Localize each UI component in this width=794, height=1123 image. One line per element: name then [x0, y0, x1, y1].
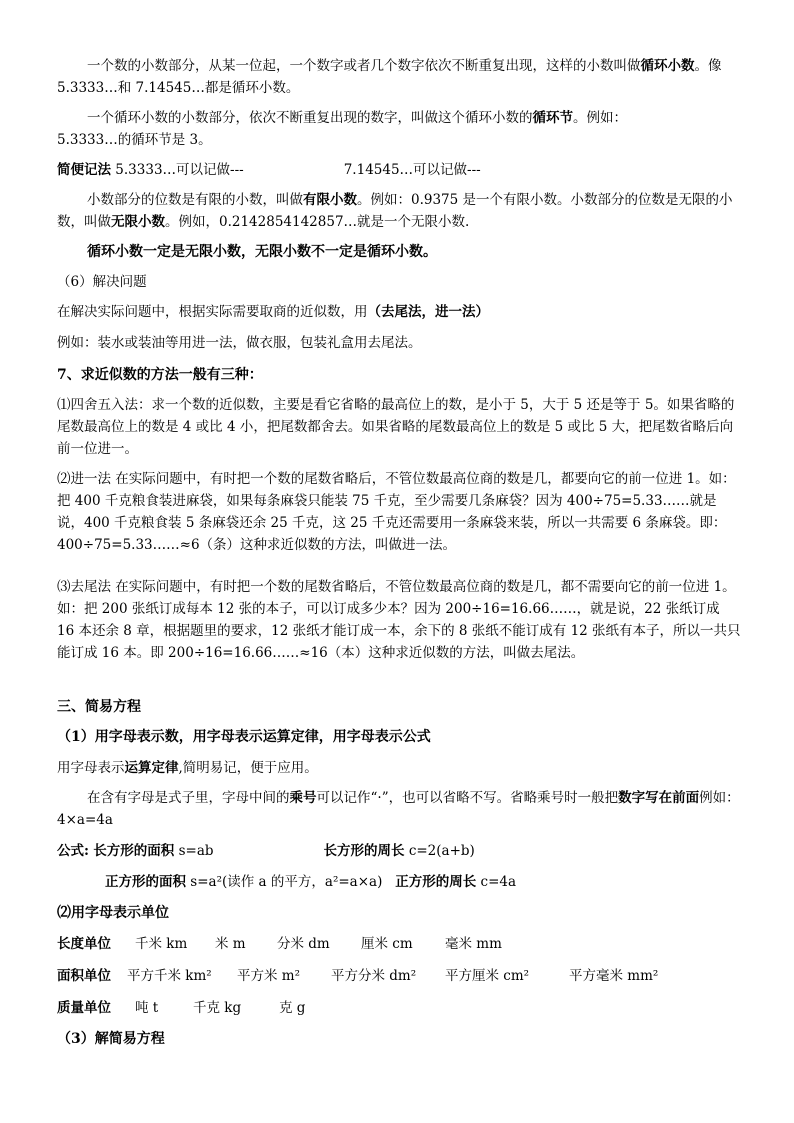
unit-cm: 厘米 cm: [361, 936, 413, 952]
unit-dm: 分米 dm: [277, 936, 330, 952]
shorthand-line: 简便记法 5.3333…可以记做--- 7.14545…可以记做---: [57, 162, 481, 178]
para-finite-infinite: 小数部分的位数是有限的小数，叫做有限小数。例如：0.9375 是一个有限小数。小数部分的位数是无限的小数，叫做无限小数。例如，0.2142854142857…就是一个无限小数.: [57, 192, 733, 230]
units-length-row: 长度单位 千米 km 米 m 分米 dm 厘米 cm 毫米 mm: [57, 933, 741, 955]
section-6-title: （6）解决问题: [57, 274, 147, 290]
section-3-1-title: （1）用字母表示数，用字母表示运算定律，用字母表示公式: [57, 729, 431, 745]
section-3-1-line2: 在含有字母是式子里，字母中间的乘号可以记作“·”，也可以省略不写。省略乘号时一般把数字写在前面例如：4×a=4a: [57, 790, 740, 828]
unit-mm: 毫米 mm: [445, 936, 502, 952]
unit-t: 吨 t: [135, 1000, 159, 1016]
method-round-up: ⑵进一法 在实际问题中，有时把一个数的尾数省略后，不管位数最高位商的数是几，都要向它的前一位进 1。如：把 400 千克粮食装进麻袋，如果每条麻袋只能装 75 千克，至少需要几条麻袋？因为 400÷75=5.33……就是说，400 千克粮食装 5 条麻袋还余 25 千克，这 25 千克还需要用一条麻袋来装，所以一共需要 6 条麻袋。即：400÷75=5.33……≈6（条）这种求近似数的方法，叫做进一法。: [57, 471, 736, 553]
section-6-line2: 例如：装水或装油等用进一法，做衣服，包装礼盒用去尾法。: [57, 335, 422, 351]
para-rule: 循环小数一定是无限小数，无限小数不一定是循环小数。: [87, 244, 437, 260]
unit-cm2: 平方厘米 cm²: [445, 968, 530, 984]
method-truncate: ⑶去尾法 在实际问题中，有时把一个数的尾数省略后，不管位数最高位商的数是几，都不需要向它的前一位进 1。如：把 200 张纸订成每本 12 张的本子，可以订成多少本？因为 200÷16=16.66……，就是说，22 张纸订成 16 本还余 8 章，根据题里的要求，12 张纸才能订成一本，余下的 8 张纸不能订成有 12 张纸有本子，所以一共只能订成 16 本。即 200÷16=16.66……≈16（本）这种求近似数的方法，叫做去尾法。: [57, 579, 741, 661]
section-3-1-line1: 用字母表示运算定律,简明易记，便于应用。: [57, 760, 318, 776]
unit-kg: 千克 kg: [193, 1000, 242, 1016]
method-rounding: ⑴四舍五入法：求一个数的近似数，主要是看它省略的最高位上的数，是小于 5，大于 5 还是等于 5。如果省略的尾数最高位上的数是 4 或比 4 小，把尾数都舍去。如果省略的尾数最高位上的数是 5 或比 5 大，把尾数省略后向前一位进一。: [57, 397, 735, 457]
para-repeating-decimal-def: 一个数的小数部分，从某一位起，一个数字或者几个数字依次不断重复出现，这样的小数叫做循环小数。像 5.3333…和 7.14545…都是循环小数。: [57, 58, 722, 96]
unit-m2: 平方米 m²: [237, 968, 301, 984]
unit-mm2: 平方毫米 mm²: [569, 968, 659, 984]
para-cycle-example: 5.3333…的循环节是 3。: [57, 132, 212, 148]
formula-line-rect: 公式: 长方形的面积 s=ab 长方形的周长 c=2(a+b): [57, 843, 475, 859]
formula-line-square: 正方形的面积 s=a²(读作 a 的平方，a²=a×a) 正方形的周长 c=4a: [105, 874, 517, 890]
units-area-row: 面积单位 平方千米 km² 平方米 m² 平方分米 dm² 平方厘米 cm² 平方毫米 mm²: [57, 965, 741, 987]
section-6-line1: 在解决实际问题中，根据实际需要取商的近似数，用（去尾法，进一法）: [57, 304, 489, 320]
shorthand-label: 简便记法: [57, 162, 111, 178]
unit-km: 千米 km: [135, 936, 188, 952]
section-3-title: 三、简易方程: [57, 699, 141, 715]
formula-label: 公式:: [57, 843, 89, 859]
para-cycle-def: 一个循环小数的小数部分，依次不断重复出现的数字，叫做这个循环小数的循环节。例如：: [87, 110, 627, 126]
section-3-3-title: （3）解简易方程: [57, 1031, 165, 1047]
term-cycle: 循环节: [532, 110, 573, 126]
unit-km2: 平方千米 km²: [127, 968, 212, 984]
term-repeating-decimal: 循环小数: [640, 58, 695, 74]
unit-dm2: 平方分米 dm²: [331, 968, 417, 984]
unit-g: 克 g: [279, 1000, 306, 1016]
section-7-title: 7、求近似数的方法一般有三种：: [57, 367, 263, 383]
units-mass-row: 质量单位 吨 t 千克 kg 克 g: [57, 997, 741, 1019]
section-3-2-title: ⑵用字母表示单位: [57, 905, 169, 921]
unit-m: 米 m: [215, 936, 246, 952]
